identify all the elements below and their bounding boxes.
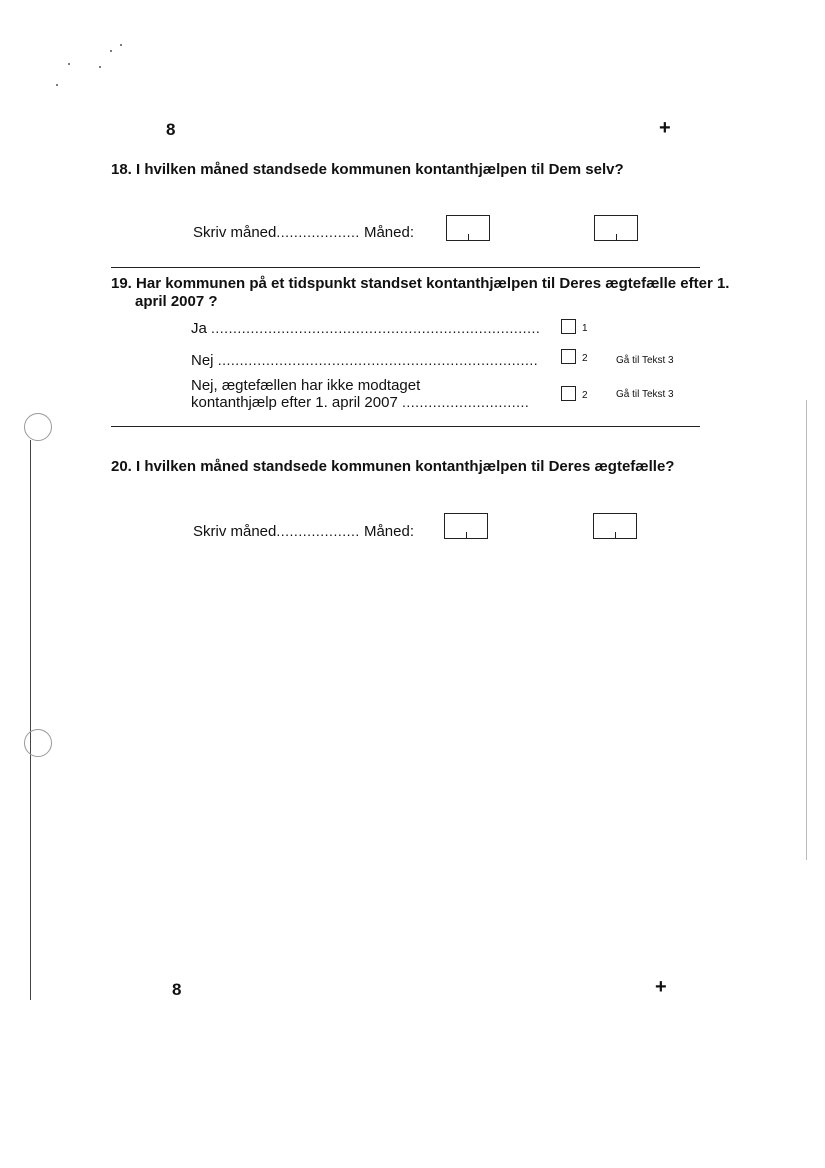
page-number-top: 8	[166, 120, 176, 139]
divider	[111, 267, 700, 268]
write-month-label: Skriv måned	[193, 523, 277, 540]
month-label: Måned:	[363, 523, 414, 540]
q18-second-box[interactable]	[594, 215, 638, 241]
scan-speck	[56, 84, 58, 86]
scan-speck	[110, 50, 112, 52]
punch-hole-lower	[24, 729, 52, 757]
leader-dots: .............................	[401, 394, 530, 410]
option-label: Ja	[191, 320, 207, 337]
leader-dots: ...................	[276, 523, 360, 539]
option-code: 2	[582, 353, 588, 364]
right-edge-line	[806, 400, 807, 860]
q18-answer-row	[193, 224, 414, 241]
skip-instruction: Gå til Tekst 3	[616, 355, 674, 366]
question-19	[111, 275, 729, 311]
option-label: Nej	[191, 352, 214, 369]
option-ja-checkbox[interactable]	[561, 319, 576, 334]
scan-speck	[120, 44, 122, 46]
month-label: Måned:	[363, 224, 414, 241]
option-nej-checkbox[interactable]	[561, 349, 576, 364]
option-nej-label	[191, 352, 538, 369]
option-code: 2	[582, 390, 588, 401]
question-19-line1: 19. Har kommunen på et tidspunkt standset kontanthjælpen til Deres ægtefælle efter 1.	[111, 275, 730, 292]
option-ja-label	[191, 320, 540, 337]
question-19-line2: april 2007 ?	[135, 293, 218, 310]
write-month-label: Skriv måned	[193, 224, 277, 241]
q20-month-box[interactable]	[444, 513, 488, 539]
question-18: 18. I hvilken måned standsede kommunen kontanthjælpen til Dem selv?	[111, 161, 624, 178]
leader-dots: ...................	[276, 224, 360, 240]
punch-hole-upper	[24, 413, 52, 441]
page-number-bottom: 8	[172, 980, 182, 999]
scan-speck	[99, 66, 101, 68]
skip-instruction: Gå til Tekst 3	[616, 389, 674, 400]
q20-second-box[interactable]	[593, 513, 637, 539]
option-nej-not-received-label	[191, 377, 529, 411]
leader-dots: ...........................................................................	[211, 320, 541, 336]
binder-edge-line	[30, 440, 31, 1000]
option-label-line2: kontanthjælp efter 1. april 2007	[191, 394, 398, 411]
plus-mark-top: +	[659, 117, 671, 139]
plus-mark-bottom: +	[655, 976, 667, 998]
leader-dots: .........................................................................	[217, 352, 539, 368]
divider	[111, 426, 700, 427]
scan-speck	[68, 63, 70, 65]
q20-answer-row	[193, 523, 414, 540]
question-20: 20. I hvilken måned standsede kommunen kontanthjælpen til Deres ægtefælle?	[111, 458, 675, 475]
option-code: 1	[582, 323, 588, 334]
option-nej-not-received-checkbox[interactable]	[561, 386, 576, 401]
q18-month-box[interactable]	[446, 215, 490, 241]
option-label-line1: Nej, ægtefællen har ikke modtaget	[191, 377, 421, 394]
